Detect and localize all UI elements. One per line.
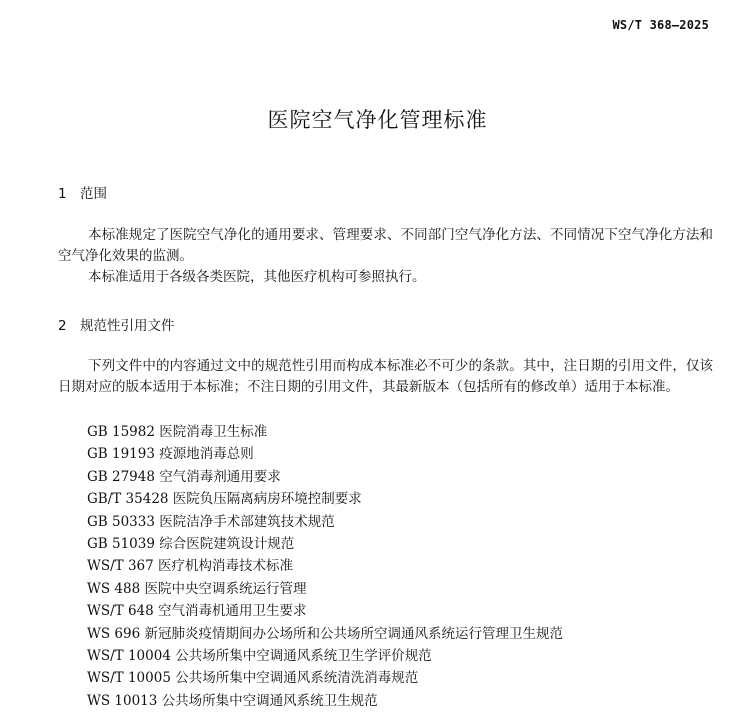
reference-item: WS 696 新冠肺炎疫情期间办公场所和公共场所空调通风系统运行管理卫生规范 (87, 625, 563, 642)
reference-item: GB 51039 综合医院建筑设计规范 (87, 535, 295, 552)
applicability-paragraph: 本标准适用于各级各类医院，其他医疗机构可参照执行。 (88, 269, 426, 285)
document-code: WS/T 368—2025 (612, 18, 709, 32)
reference-item: GB 15982 医院消毒卫生标准 (87, 424, 268, 440)
reference-item: WS 488 医院中央空调系统运行管理 (87, 580, 307, 597)
section-number: 2 (58, 318, 67, 334)
scope-paragraph: 本标准规定了医院空气净化的通用要求、管理要求、不同部门空气净化方法、不同情况下空气净化方法和空气净化效果的监测。 (58, 227, 713, 264)
reference-item: GB 19193 疫源地消毒总则 (87, 446, 254, 463)
section-number: 1 (58, 186, 67, 202)
reference-item: GB 27948 空气消毒剂通用要求 (87, 468, 281, 485)
reference-item: WS/T 10005 公共场所集中空调通风系统清洗消毒规范 (87, 670, 419, 687)
references-intro-paragraph: 下列文件中的内容通过文中的规范性引用而构成本标准必不可少的条款。其中，注日期的引用文件，仅该日期对应的版本适用于本标准；不注日期的引用文件，其最新版本（包括所有的修改单）适用于本标准。 (58, 358, 713, 395)
reference-item: WS/T 367 医疗机构消毒技术标准 (87, 558, 294, 575)
reference-item: GB 50333 医院洁净手术部建筑技术规范 (87, 513, 335, 530)
reference-item: WS/T 648 空气消毒机通用卫生要求 (87, 603, 307, 620)
section-title: 规范性引用文件 (80, 318, 175, 334)
document-title: 医院空气净化管理标准 (267, 108, 488, 132)
reference-item: GB/T 35428 医院负压隔离病房环境控制要求 (87, 491, 362, 508)
section-heading-normative-references (58, 314, 175, 334)
reference-item: WS 10013 公共场所集中空调通风系统卫生规范 (87, 692, 378, 709)
reference-item: WS/T 10004 公共场所集中空调通风系统卫生学评价规范 (87, 647, 432, 664)
section-heading-scope (58, 182, 107, 202)
reference-list (87, 421, 563, 712)
section-title: 范围 (80, 186, 107, 202)
